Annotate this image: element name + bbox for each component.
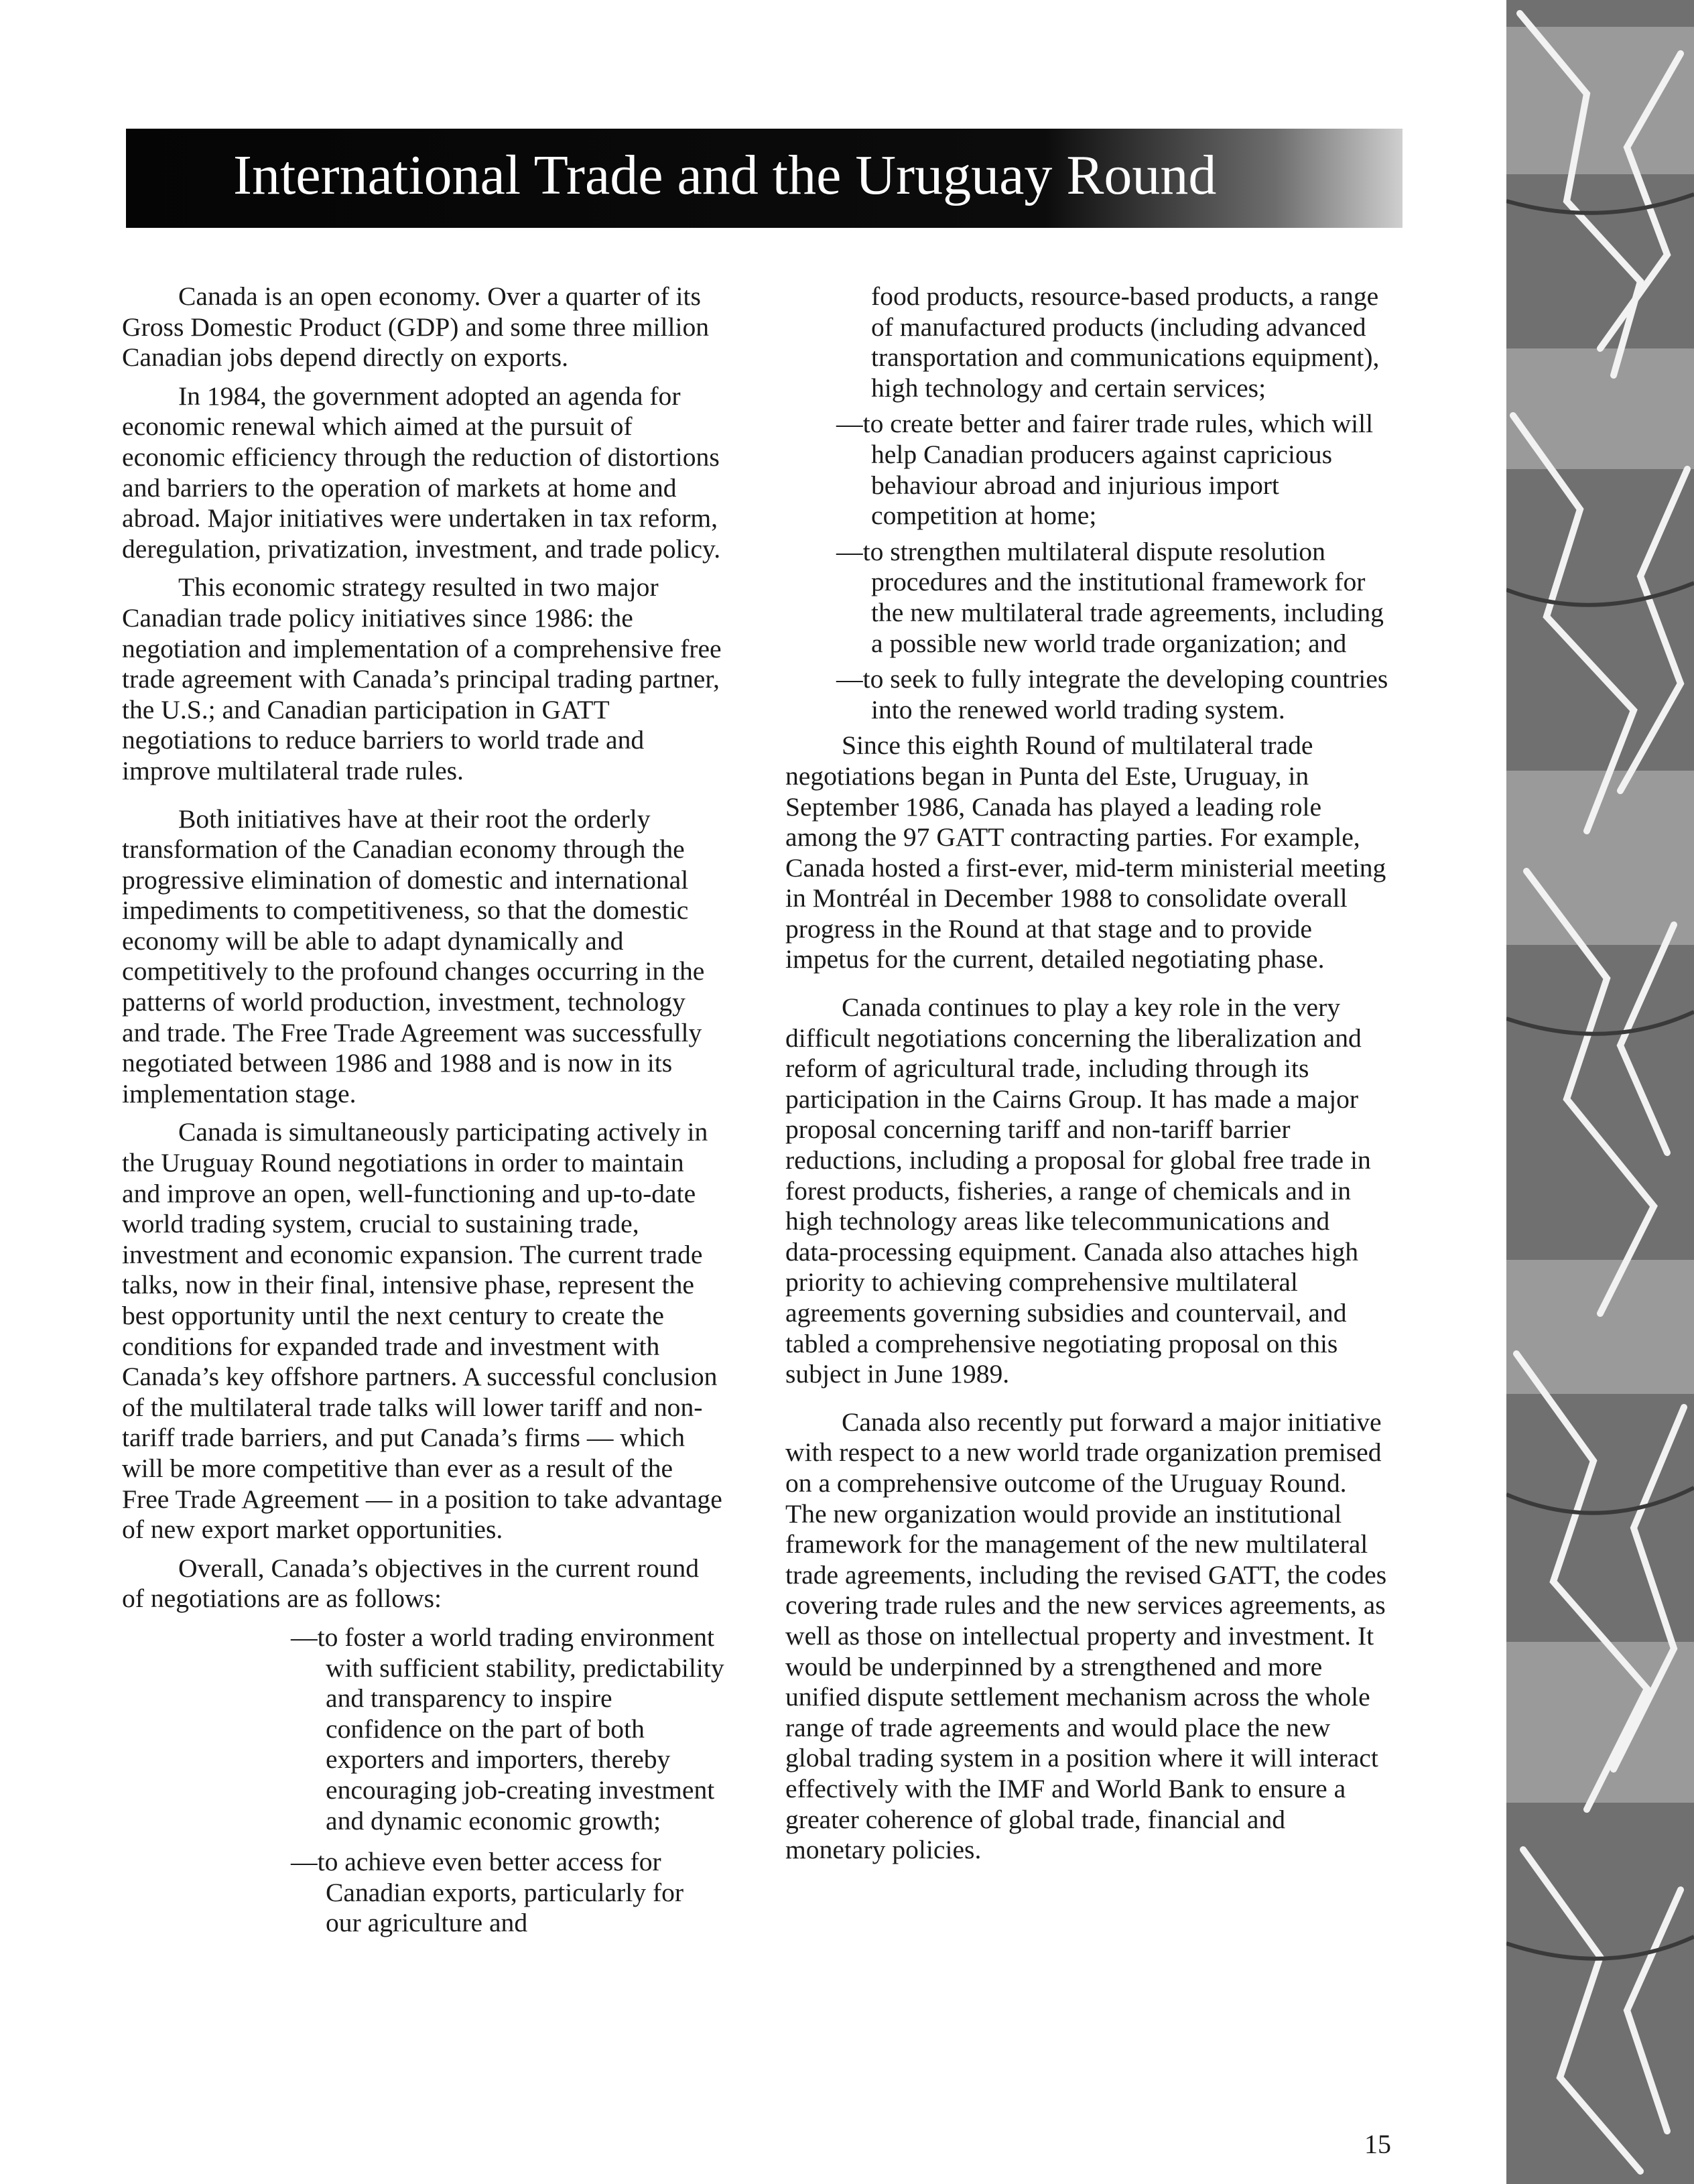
bullet-continuation: food products, resource-based products, a range of manufactured products (including advanced transportation and communications equipment), high technology and certain services; — [871, 281, 1380, 403]
paragraph: In 1984, the government adopted an agenda for economic renewal which aimed at the pursuit of economic efficiency through the reduction of distortions and barriers to the operation of markets at home and abroad. Major initiatives were undertaken in tax reform, deregulation, privatization, investment, and trade policy. — [122, 381, 721, 564]
paragraph: Canada also recently put forward a major initiative with respect to a new world trade organization premised on a comprehensive outcome of the Uruguay Round. The new organization would provide an institutional framework for the management of the new multilateral trade agreements, including the revised GATT, the codes covering trade rules and the new services agreements, as well as those on intellectual property and investment. It would be underpinned by a strengthened and more unified dispute settlement mechanism across the whole range of trade agreements and would place the new global trading system in a position where it will interact effectively with the IMF and World Bank to ensure a greater coherence of global trade, financial and monetary policies. — [785, 1407, 1387, 1865]
paragraph: Both initiatives have at their root the orderly transformation of the Canadian economy through the progressive elimination of domestic and international impediments to competitiveness, so that the domestic economy will be able to adapt dynamically and competitively to the profound changes occurring in the patterns of world production, investment, technology and trade. The Free Trade Agreement was successfully negotiated between 1986 and 1988 and is now in its implementation stage. — [122, 804, 705, 1108]
paragraph: Canada is simultaneously participating actively in the Uruguay Round negotiations in order to maintain and improve an open, well-functioning and up-to-date world trading system, crucial to sustaining trade, investment and economic expansion. The current trade talks, now in their final, intensive phase, represent the best opportunity until the next century to create the conditions for expanded trade and investment with Canada’s key offshore partners. A successful conclusion of the multilateral trade talks will lower tariff and non-tariff trade barriers, and put Canada’s firms — which will be more competitive than ever as a result of the Free Trade Agreement — in a position to take advantage of new export market opportunities. — [122, 1117, 722, 1545]
right-column — [785, 281, 1388, 1874]
marble-texture-image — [1506, 0, 1694, 2184]
paragraph: Since this eighth Round of multilateral trade negotiations began in Punta del Este, Uruguay, in September 1986, Canada has played a leading role among the 97 GATT contracting parties. For example, Canada hosted a first-ever, mid-term ministerial meeting in Montréal in December 1988 to consolidate overall progress in the Round at that stage and to provide impetus for the current, detailed negotiating phase. — [785, 730, 1386, 974]
objective-bullet: —to foster a world trading environment with sufficient stability, predictability and transparency to inspire confidence on the part of both exporters and importers, thereby encouraging job-creating investment and dynamic economic growth; — [291, 1622, 724, 1836]
paragraph: Overall, Canada’s objectives in the current round of negotiations are as follows: — [122, 1553, 700, 1614]
page-number: 15 — [1364, 2129, 1391, 2159]
left-column — [122, 281, 725, 1944]
decorative-side-image — [1506, 0, 1694, 2184]
title-banner — [126, 129, 1403, 228]
paragraph: This economic strategy resulted in two major Canadian trade policy initiatives since 1986: the negotiation and implementation of a comprehensive free trade agreement with Canada’s principal trading partner, the U.S.; and Canadian participation in GATT negotiations to reduce barriers to world trade and improve multilateral trade rules. — [122, 572, 722, 785]
page-title: International Trade and the Uruguay Round — [233, 144, 1217, 206]
objective-bullet: —to achieve even better access for Canadian exports, particularly for our agriculture and — [291, 1847, 684, 1938]
objective-bullet: —to seek to fully integrate the developing countries into the renewed world trading system. — [836, 664, 1388, 724]
objective-bullet: —to create better and fairer trade rules, which will help Canadian producers against capricious behaviour abroad and injurious import competition at home; — [836, 409, 1374, 531]
objective-bullet: —to strengthen multilateral dispute resolution procedures and the institutional framework for the new multilateral trade agreements, including a possible new world trade organization; and — [836, 536, 1384, 658]
paragraph: Canada continues to play a key role in the very difficult negotiations concerning the liberalization and reform of agricultural trade, including through its participation in the Cairns Group. It has made a major proposal concerning tariff and non-tariff barrier reductions, including a proposal for global free trade in forest products, fisheries, a range of chemicals and in high technology areas like telecommunications and data-processing equipment. Canada also attaches high priority to achieving comprehensive multilateral agreements governing subsidies and countervail, and tabled a comprehensive negotiating proposal on this subject in June 1989. — [785, 992, 1371, 1389]
paragraph: Canada is an open economy. Over a quarter of its Gross Domestic Product (GDP) and some three million Canadian jobs depend directly on exports. — [122, 281, 710, 373]
